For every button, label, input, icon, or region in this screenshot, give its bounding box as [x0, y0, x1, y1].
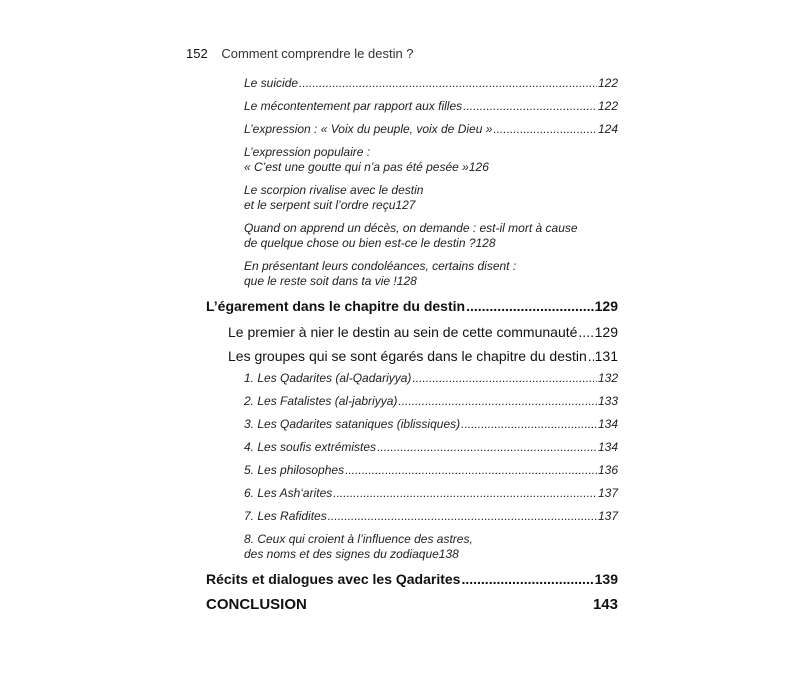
toc-entry-page: 124: [597, 122, 618, 136]
toc-section-title: L’égarement dans le chapitre du destin: [206, 298, 466, 314]
toc-entry-title: 2. Les Fatalistes (al-jabriyya): [244, 394, 398, 408]
toc-entry-title: 4. Les soufis extrémistes: [244, 440, 377, 454]
toc-section-page: 129: [594, 298, 618, 314]
toc-entry-title-line2: et le serpent suit l’ordre reçu: [244, 198, 396, 212]
toc-entry: [244, 145, 618, 175]
toc-subsection: [228, 323, 618, 341]
toc-entry: [244, 99, 618, 114]
toc-entry-title: 3. Les Qadarites sataniques (iblissiques): [244, 417, 461, 431]
toc-entry: [244, 417, 618, 432]
toc-entry-title-line1: Quand on apprend un décès, on demande : est-il mort à cause: [244, 221, 578, 235]
toc-section: [206, 570, 618, 588]
dot-leader: [377, 440, 597, 455]
toc-entry-title-line2: de quelque chose ou bien est-ce le destin ?: [244, 236, 476, 250]
toc-entry: [244, 371, 618, 386]
running-title: Comment comprendre le destin ?: [221, 46, 414, 61]
toc-subsection-page: 131: [594, 348, 618, 364]
dot-leader: [493, 122, 597, 137]
toc-subsection: [228, 347, 618, 365]
toc-conclusion-page: 143: [592, 596, 618, 613]
toc-subsection-page: 129: [594, 324, 618, 340]
toc-entry-title-line1: Le scorpion rivalise avec le destin: [244, 183, 424, 197]
toc-entry-title-line2: des noms et des signes du zodiaque: [244, 547, 439, 561]
toc-entry-page: 128: [475, 236, 496, 250]
dot-leader: [398, 394, 597, 409]
toc-entry-title: 1. Les Qadarites (al-Qadariyya): [244, 371, 412, 385]
dot-leader: [328, 509, 597, 524]
toc-entry-page: 127: [395, 198, 416, 212]
toc-entry: [244, 509, 618, 524]
toc-section-page: 139: [594, 571, 618, 587]
toc-section: [206, 297, 618, 315]
dot-leader: [345, 463, 597, 478]
toc-entry: [244, 486, 618, 501]
toc-entry-page: 136: [597, 463, 618, 477]
toc-section-title: Récits et dialogues avec les Qadarites: [206, 571, 461, 587]
toc-entry-title: 5. Les philosophes: [244, 463, 345, 477]
toc-entry-page: 138: [438, 547, 459, 561]
dot-leader: [578, 323, 593, 341]
toc-entry: [244, 259, 618, 289]
dot-leader: [461, 417, 597, 432]
toc-subsection-title: Le premier à nier le destin au sein de cette communauté: [228, 324, 578, 340]
toc-entry: [244, 394, 618, 409]
page-number: 152: [186, 46, 208, 61]
toc-entry-title: L’expression : « Voix du peuple, voix de Dieu »: [244, 122, 493, 136]
toc-conclusion: [206, 596, 618, 614]
toc-entry-page: 126: [468, 160, 489, 174]
toc-entry: [244, 221, 618, 251]
dot-leader: [299, 76, 597, 91]
toc-entry: [244, 122, 618, 137]
dot-leader: [466, 297, 594, 315]
toc-entry-title: 7. Les Rafidites: [244, 509, 327, 523]
toc-entry-page: 137: [597, 509, 618, 523]
toc-entry-title-line1: En présentant leurs condoléances, certains disent :: [244, 259, 517, 273]
dot-leader: [461, 570, 593, 588]
dot-leader: [463, 99, 597, 114]
toc-entry-title: Le mécontentement par rapport aux filles: [244, 99, 463, 113]
toc-entry-page: 128: [396, 274, 417, 288]
toc-entry-title-line1: 8. Ceux qui croient à l’influence des astres,: [244, 532, 473, 546]
toc-entry-page: 134: [597, 417, 618, 431]
toc-entry-page: 122: [597, 76, 618, 90]
table-of-contents: [206, 76, 618, 614]
toc-entry-page: 122: [597, 99, 618, 113]
toc-entry-title-line1: L’expression populaire :: [244, 145, 371, 159]
toc-entry-page: 134: [597, 440, 618, 454]
toc-entry: [244, 440, 618, 455]
toc-entry-page: 132: [597, 371, 618, 385]
dot-leader: [333, 486, 597, 501]
toc-entry: [244, 183, 618, 213]
toc-subsection-title: Les groupes qui se sont égarés dans le chapitre du destin: [228, 348, 587, 364]
toc-entry-title: 6. Les Ash‘arites: [244, 486, 333, 500]
toc-entry-title: Le suicide: [244, 76, 299, 90]
dot-leader: [412, 371, 597, 386]
toc-entry-title-line2: « C’est une goutte qui n’a pas été pesée »: [244, 160, 469, 174]
toc-entry-page: 137: [597, 486, 618, 500]
dot-leader: [588, 347, 594, 365]
toc-entry: [244, 532, 618, 562]
toc-entry: [244, 76, 618, 91]
toc-entry: [244, 463, 618, 478]
page-header: [186, 46, 414, 61]
toc-entry-title-line2: que le reste soit dans ta vie !: [244, 274, 397, 288]
toc-entry-page: 133: [597, 394, 618, 408]
toc-conclusion-title: CONCLUSION: [206, 596, 307, 613]
